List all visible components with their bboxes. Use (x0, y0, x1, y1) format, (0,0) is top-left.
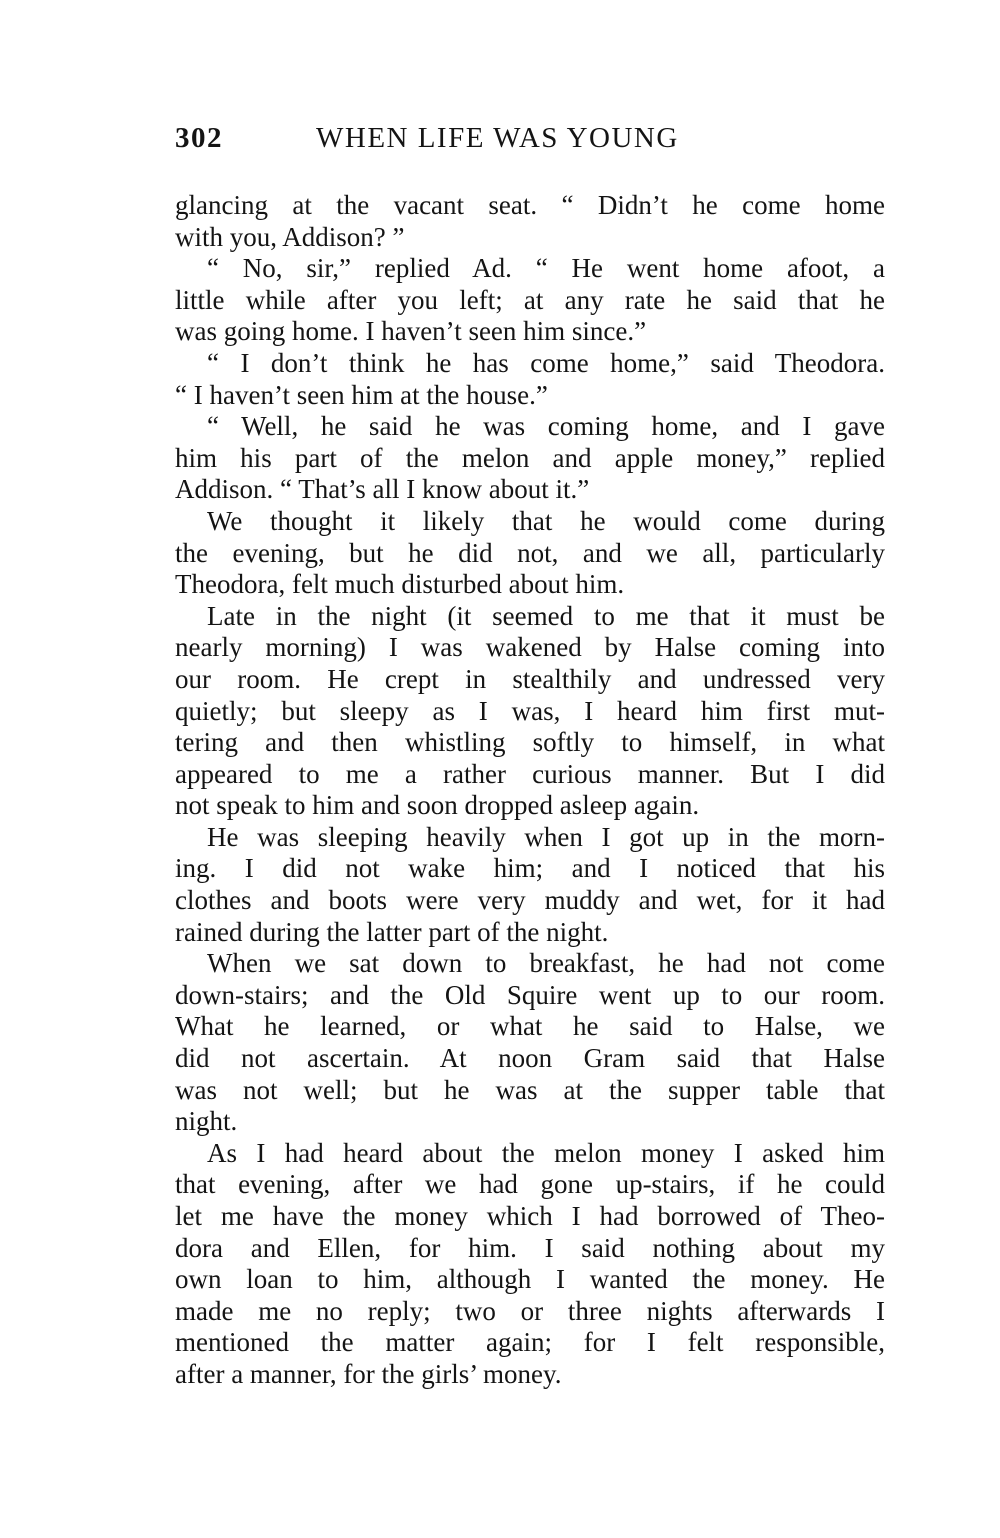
text-line: Theodora, felt much disturbed about him. (175, 569, 625, 600)
text-line: ing. I did not wake him; and I noticed that his (175, 853, 885, 884)
text-line: When we sat down to breakfast, he had not come (207, 948, 885, 979)
text-line: tering and then whistling softly to himself, in what (175, 727, 885, 758)
text-line: glancing at the vacant seat. “ Didn’t he come home (175, 190, 885, 220)
text-line: What he learned, or what he said to Halse, we (175, 1011, 885, 1042)
text-line: “ I don’t think he has come home,” said Theodora. (207, 347, 885, 378)
text-line: nearly morning) I was wakened by Halse coming into (175, 632, 885, 663)
text-line: was not well; but he was at the supper table that (175, 1074, 885, 1105)
text-line: “ No, sir,” replied Ad. “ He went home afoot, a (207, 253, 885, 284)
text-line: mentioned the matter again; for I felt responsible, (175, 1327, 885, 1358)
text-line: made me no reply; two or three nights afterwards I (175, 1295, 885, 1326)
text-line: dora and Ellen, for him. I said nothing about my (175, 1232, 885, 1263)
text-line: rained during the latter part of the night. (175, 916, 609, 947)
text-line: Late in the night (it seemed to me that it must be (207, 600, 885, 631)
text-line: clothes and boots were very muddy and wet, for it had (175, 885, 885, 916)
text-line: did not ascertain. At noon Gram said that Halse (175, 1043, 885, 1074)
text-line: after a manner, for the girls’ money. (175, 1358, 562, 1389)
text-line: As I had heard about the melon money I asked him (207, 1137, 885, 1168)
text-line: “ Well, he said he was coming home, and I gave (207, 411, 885, 442)
text-line: “ I haven’t seen him at the house.” (175, 379, 548, 410)
page-number: 302 (175, 122, 223, 154)
running-title: WHEN LIFE WAS YOUNG (316, 122, 679, 154)
text-line: with you, Addison? ” (175, 221, 405, 252)
text-line: night. (175, 1106, 238, 1137)
running-head (175, 118, 885, 158)
text-line: little while after you left; at any rate he said that he (175, 284, 885, 315)
body-text (175, 190, 885, 1391)
text-line: He was sleeping heavily when I got up in the morn- (207, 821, 885, 852)
text-line: let me have the money which I had borrowed of Theo- (175, 1201, 885, 1231)
text-line: quietly; but sleepy as I was, I heard him first mut- (175, 695, 885, 726)
text-line: down-stairs; and the Old Squire went up to our room. (175, 979, 885, 1010)
text-line: appeared to me a rather curious manner. But I did (175, 758, 885, 789)
text-line: not speak to him and soon dropped asleep again. (175, 790, 700, 821)
text-line: him his part of the melon and apple money,” replied (175, 442, 885, 473)
text-line: own loan to him, although I wanted the money. He (175, 1264, 885, 1295)
text-line: the evening, but he did not, and we all, particularly (175, 537, 885, 568)
text-line: We thought it likely that he would come during (207, 505, 885, 536)
text-line: was going home. I haven’t seen him since.” (175, 316, 647, 347)
text-line: Addison. “ That’s all I know about it.” (175, 474, 590, 505)
text-line: our room. He crept in stealthily and undressed very (175, 663, 885, 694)
text-line: that evening, after we had gone up-stairs, if he could (175, 1169, 885, 1200)
